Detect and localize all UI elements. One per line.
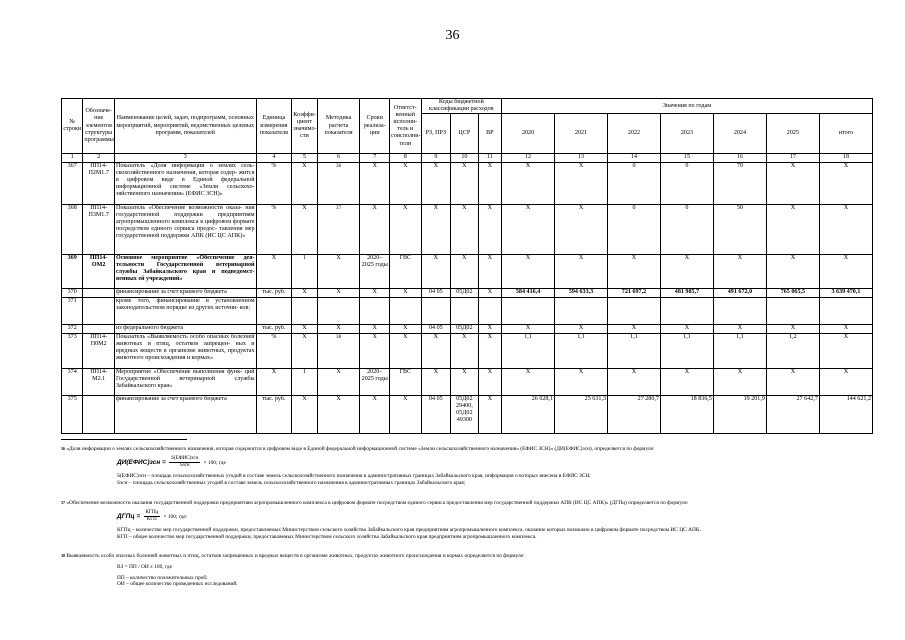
row-value-2022: 721 697,2 xyxy=(608,288,661,297)
row-unit: % xyxy=(256,204,292,254)
row-code: ПП14- М2.1 xyxy=(83,368,115,395)
row-term: Х xyxy=(360,395,390,433)
row-rz: Х xyxy=(421,368,451,395)
header-method: Методика расчета показателя xyxy=(317,99,360,154)
row-number: 367 xyxy=(62,162,83,204)
row-responsible: ГВС xyxy=(390,368,422,395)
row-value-2023: 18 836,5 xyxy=(660,395,713,433)
row-responsible: Х xyxy=(390,204,422,254)
row-value-2022: 0 xyxy=(608,204,661,254)
row-term: Х xyxy=(360,324,390,333)
row-value-total: 3 639 470,1 xyxy=(819,288,872,297)
header-name: Наименование целей, задач, подпрограмм, основных мероприятий, мероприятий, ведомственных целевых программ, показателей xyxy=(114,99,256,154)
row-coef: Х xyxy=(292,324,317,333)
row-code xyxy=(83,288,115,297)
row-value-2020: 26 028,1 xyxy=(502,395,555,433)
row-vr: Х xyxy=(478,254,501,288)
row-csr: 05Д02 29400, 05Д02 49300 xyxy=(451,395,479,433)
row-value-2022: 27 280,7 xyxy=(608,395,661,433)
row-value-total: Х xyxy=(819,162,872,204)
footnote-definition: КГПц – количество мер государственной поддержки, предоставляемых Министерством сельского хозяйства Забайкальского края предприятиям агропромышленного комплекса, оказание которых возможно в цифровом формате посредством ИС ЦС АПК. xyxy=(117,527,701,534)
header-responsible: Ответст- венный исполни- тель и соисполни- тели xyxy=(390,99,422,154)
row-vr: Х xyxy=(478,162,501,204)
row-number: 372 xyxy=(62,324,83,333)
row-value-total: Х xyxy=(819,333,872,368)
row-method: Х xyxy=(317,254,360,288)
row-value-2023: 0 xyxy=(660,162,713,204)
table-row xyxy=(62,254,873,288)
row-name: финансирование за счет краевого бюджета xyxy=(114,395,256,433)
column-number-row xyxy=(62,154,873,162)
row-csr: Х xyxy=(451,204,479,254)
formula-fraction xyxy=(144,510,161,524)
col-number: 18 xyxy=(819,154,872,162)
fraction-denominator: КГП xyxy=(146,517,157,522)
row-value-2020: 1,1 xyxy=(502,333,555,368)
row-value-2020: Х xyxy=(502,324,555,333)
row-value-2025: 27 642,7 xyxy=(766,395,819,433)
row-coef: Х xyxy=(292,162,317,204)
row-unit: % xyxy=(256,162,292,204)
header-budget-codes: Коды бюджетной классификации расходов xyxy=(421,99,501,114)
row-method: Х xyxy=(317,288,360,297)
col-number: 17 xyxy=(766,154,819,162)
footnote-38 xyxy=(61,553,873,588)
row-number: 374 xyxy=(62,368,83,395)
row-value-2024: Х xyxy=(713,368,766,395)
header-total: итого xyxy=(819,114,872,154)
row-code: ПП14- ОМ2 xyxy=(83,254,115,288)
table-row xyxy=(62,395,873,433)
row-csr: Х xyxy=(451,254,479,288)
formula-tail: × 100; где xyxy=(203,459,226,466)
footnote-definition: Sзсн – площадь сельскохозяйственных угодий в составе земель сельскохозяйственного назначения в административных границах Забайкальского края; xyxy=(117,480,466,486)
row-value-2022: Х xyxy=(608,368,661,395)
row-value-2021: Х xyxy=(555,254,608,288)
formula-tail: × 100; где: xyxy=(163,513,188,520)
row-coef: Х xyxy=(292,395,317,433)
row-value-2021: 25 631,3 xyxy=(555,395,608,433)
row-value-2025: Х xyxy=(766,254,819,288)
row-vr: Х xyxy=(478,288,501,297)
col-number: 8 xyxy=(390,154,422,162)
header-coefficient: Коэффи- циент значимо- сти xyxy=(292,99,317,154)
row-value-2024: Х xyxy=(713,254,766,288)
row-code: ПП14- П2М1.7 xyxy=(83,162,115,204)
row-code xyxy=(83,395,115,433)
row-name: Показатель «Доля информации о землях сель- скохозяйственного назначения, которая содер- жится в цифровом виде в Единой федеральной информационной системе «Земли сельскохо- зяйственного назначения» (ЕФИС ЗСН)» xyxy=(114,162,256,204)
formula-fraction xyxy=(169,456,200,470)
col-number: 9 xyxy=(421,154,451,162)
row-term: 2020– 2025 годы xyxy=(360,368,390,395)
row-value-2021: Х xyxy=(555,162,608,204)
footnote-definition: S(ЕФИС)зсн – площадь сельскохозяйственных угодий в составе земель сельскохозяйственного назначения в административных границах Забайкальского края, информация о которых внесена в ЕФИС ЗСН; xyxy=(117,473,591,480)
fraction-numerator: КГПц xyxy=(144,510,161,517)
col-number: 16 xyxy=(713,154,766,162)
row-value-2024: 70 xyxy=(713,162,766,204)
row-name: из федерального бюджета xyxy=(114,324,256,333)
row-value-2021: Х xyxy=(555,204,608,254)
row-value-2020: Х xyxy=(502,254,555,288)
header-year-2021: 2021 xyxy=(555,114,608,154)
row-csr: 05Д02 xyxy=(451,324,479,333)
row-value-total: Х xyxy=(819,254,872,288)
fraction-denominator: Sзсн xyxy=(179,463,190,468)
row-responsible: Х xyxy=(390,324,422,333)
row-unit: тыс. руб. xyxy=(256,395,292,433)
col-number: 6 xyxy=(317,154,360,162)
page-number: 36 xyxy=(445,28,460,43)
row-csr: 05Д02 xyxy=(451,288,479,297)
row-value-2022: 1,1 xyxy=(608,333,661,368)
row-responsible: Х xyxy=(390,288,422,297)
table-row xyxy=(62,324,873,333)
col-number: 7 xyxy=(360,154,390,162)
row-name: Мероприятие «Обеспечение выполнения функ- ций Государственной ветеринарной службы Забайкальского края» xyxy=(114,368,256,395)
row-rz: 04 05 xyxy=(421,288,451,297)
row-value-2025: 765 065,5 xyxy=(766,288,819,297)
row-rz: 04 05 xyxy=(421,324,451,333)
col-number: 15 xyxy=(660,154,713,162)
footnote-text: «Доля информации о землях сельскохозяйственного назначения, которая содержится в цифровом виде в Единой федеральной информационной системе «Земли сельскохозяйственного назначения» (ЕФИС ЗСН)» (ДИ(ЕФИС)зсн), определяется по формуле: xyxy=(66,446,655,452)
row-coef: Х xyxy=(292,288,317,297)
row-value-2024: 19 201,9 xyxy=(713,395,766,433)
formula-lhs: ДГПц = xyxy=(117,512,141,520)
formula: ВЗ = ПП / ОИ х 100, где xyxy=(117,563,173,570)
row-coef: Х xyxy=(292,333,317,368)
col-number: 5 xyxy=(292,154,317,162)
row-vr: Х xyxy=(478,333,501,368)
row-value-2024: Х xyxy=(713,324,766,333)
row-value-total: 144 621,2 xyxy=(819,395,872,433)
table-row xyxy=(62,288,873,297)
header-year-2024: 2024 xyxy=(713,114,766,154)
row-unit: % xyxy=(256,333,292,368)
row-rz: Х xyxy=(421,204,451,254)
row-csr: Х xyxy=(451,368,479,395)
footnote-37 xyxy=(61,500,873,541)
row-value-2023: 0 xyxy=(660,204,713,254)
row-rz: Х xyxy=(421,254,451,288)
row-value-2022: Х xyxy=(608,254,661,288)
row-value-2025: Х xyxy=(766,324,819,333)
table-row xyxy=(62,297,873,324)
col-number: 1 xyxy=(62,154,83,162)
row-method-footnote: 37 xyxy=(336,204,342,211)
row-value-2022: Х xyxy=(608,324,661,333)
row-value-total: Х xyxy=(819,204,872,254)
row-name: Показатель «Выявляемость особо опасных болезней животных и птиц, остатков запрещен- ных и вредных веществ в организме животных, продуктах животного происхождения и кормах» xyxy=(114,333,256,368)
row-term: Х xyxy=(360,333,390,368)
footnote-text: «Обеспечение возможности оказания государственной поддержки предприятиям агропромышленного комплекса в цифровом формате посредством единого сервиса предоставления мер государственной поддержки АПК (ИС ЦС АПК)» (ДГПц) определяется по формуле: xyxy=(66,500,689,506)
row-value-2021: 594 633,3 xyxy=(555,288,608,297)
row-value-2021: 1,1 xyxy=(555,333,608,368)
col-number: 10 xyxy=(451,154,479,162)
col-number: 4 xyxy=(256,154,292,162)
row-name: Показатель «Обеспечение возможности оказа- ния государственной поддержки предприятиям агропромышленного комплекса в цифровом формате посредством единого сервиса предос- тавления мер государственной поддержки АПК (ИС ЦС АПК)» xyxy=(114,204,256,254)
footnote-definition: ПП – количество положительных проб; xyxy=(117,574,208,581)
row-coef: 1 xyxy=(292,368,317,395)
row-value-2024: 1,1 xyxy=(713,333,766,368)
row-vr: Х xyxy=(478,324,501,333)
col-number: 12 xyxy=(502,154,555,162)
row-value-2025: Х xyxy=(766,368,819,395)
row-method-footnote: 36 xyxy=(336,162,342,169)
table-row xyxy=(62,333,873,368)
row-csr: Х xyxy=(451,162,479,204)
row-csr: Х xyxy=(451,333,479,368)
row-value-2021: Х xyxy=(555,368,608,395)
row-code: ПП14- П0М2 xyxy=(83,333,115,368)
row-value-2024: 491 672,0 xyxy=(713,288,766,297)
row-term: Х xyxy=(360,204,390,254)
row-responsible: Х xyxy=(390,333,422,368)
row-responsible: Х xyxy=(390,395,422,433)
row-method-footnote: 38 xyxy=(336,333,342,340)
row-number: 373 xyxy=(62,333,83,368)
footnote-mark: 38 xyxy=(61,553,65,558)
row-name: кроме того, финансирование в установленном законодательством порядке из других источни- ков: xyxy=(114,297,256,324)
row-rz: Х xyxy=(421,162,451,204)
col-number: 3 xyxy=(114,154,256,162)
row-name: Основное мероприятие «Обеспечение дея- тельности Государственной ветеринарной службы Забайкальского края и подведомст- венных ей учреждений» xyxy=(114,254,256,288)
row-value-2025: Х xyxy=(766,204,819,254)
header-year-2020: 2020 xyxy=(502,114,555,154)
header-unit: Единица измерения показателя xyxy=(256,99,292,154)
table-row xyxy=(62,368,873,395)
footnote-separator xyxy=(61,439,187,440)
row-coef: 1 xyxy=(292,254,317,288)
row-value-2021: Х xyxy=(555,324,608,333)
row-vr: Х xyxy=(478,395,501,433)
header-year-2025: 2025 xyxy=(766,114,819,154)
row-term: Х xyxy=(360,162,390,204)
row-value-2025: 1,2 xyxy=(766,333,819,368)
col-number: 11 xyxy=(478,154,501,162)
table-row xyxy=(62,162,873,204)
row-number: 370 xyxy=(62,288,83,297)
row-method: Х xyxy=(317,368,360,395)
header-term: Сроки реализа- ции xyxy=(360,99,390,154)
header-rz: РЗ, ПРЗ xyxy=(421,114,451,154)
table-row xyxy=(62,204,873,254)
row-method: Х xyxy=(317,324,360,333)
row-number: 369 xyxy=(62,254,83,288)
row-value-2023: 481 985,7 xyxy=(660,288,713,297)
footnote-definition: ОИ – общее количество проведенных исследований. xyxy=(117,581,238,588)
header-row-number: № строки xyxy=(62,99,83,154)
col-number: 2 xyxy=(83,154,115,162)
header-values-by-year: Значения по годам xyxy=(502,99,873,114)
row-term: 2020– 2025 годы xyxy=(360,254,390,288)
row-name: финансирование за счет краевого бюджета xyxy=(114,288,256,297)
formula-lhs: ДИ(ЕФИС)зсн = xyxy=(117,458,166,466)
row-rz: 04 05 xyxy=(421,395,451,433)
row-number: 368 xyxy=(62,204,83,254)
row-rz: Х xyxy=(421,333,451,368)
row-value-2020: Х xyxy=(502,368,555,395)
row-vr: Х xyxy=(478,204,501,254)
row-responsible: Х xyxy=(390,162,422,204)
header-structure-code: Обозначе- ние элементов структуры программы xyxy=(83,99,115,154)
footnote-36 xyxy=(61,446,873,487)
row-value-total: Х xyxy=(819,368,872,395)
row-unit: тыс. руб. xyxy=(256,288,292,297)
row-code: ПП14- П3М1.7 xyxy=(83,204,115,254)
header-csr: ЦСР xyxy=(451,114,479,154)
header-year-2022: 2022 xyxy=(608,114,661,154)
row-value-2022: 0 xyxy=(608,162,661,204)
row-value-2023: Х xyxy=(660,254,713,288)
row-term: Х xyxy=(360,288,390,297)
footnote-mark: 36 xyxy=(61,446,65,451)
row-responsible: ГВС xyxy=(390,254,422,288)
row-value-2024: 50 xyxy=(713,204,766,254)
row-method: Х xyxy=(317,395,360,433)
footnote-text: Выявляемость особо опасных болезней животных и птиц, остатков запрещенных и вредных веществ в организме животных, продуктах животного происхождения и кормах определяется по формуле: xyxy=(66,553,525,559)
header-year-2023: 2023 xyxy=(660,114,713,154)
program-table xyxy=(61,98,873,434)
row-coef: Х xyxy=(292,204,317,254)
footnote-definition: КГП – общее количество мер государственной поддержки, предоставляемых Министерством сельского хозяйства Забайкальского края предприятиям агропромышленного комплекса. xyxy=(117,534,537,540)
header-vr: ВР xyxy=(478,114,501,154)
row-number: 371 xyxy=(62,297,83,324)
row-unit: Х xyxy=(256,368,292,395)
row-value-2025: Х xyxy=(766,162,819,204)
row-value-2020: Х xyxy=(502,204,555,254)
col-number: 13 xyxy=(555,154,608,162)
row-value-2023: 1,1 xyxy=(660,333,713,368)
fraction-numerator: S(ЕФИС)зсн xyxy=(169,456,200,463)
row-code xyxy=(83,324,115,333)
row-unit: Х xyxy=(256,254,292,288)
row-value-2023: Х xyxy=(660,324,713,333)
row-number: 375 xyxy=(62,395,83,433)
footnote-mark: 37 xyxy=(61,500,65,505)
row-value-2020: Х xyxy=(502,162,555,204)
row-value-2020: 584 416,4 xyxy=(502,288,555,297)
row-value-2023: Х xyxy=(660,368,713,395)
row-unit: тыс. руб. xyxy=(256,324,292,333)
row-vr: Х xyxy=(478,368,501,395)
col-number: 14 xyxy=(608,154,661,162)
row-value-total: Х xyxy=(819,324,872,333)
